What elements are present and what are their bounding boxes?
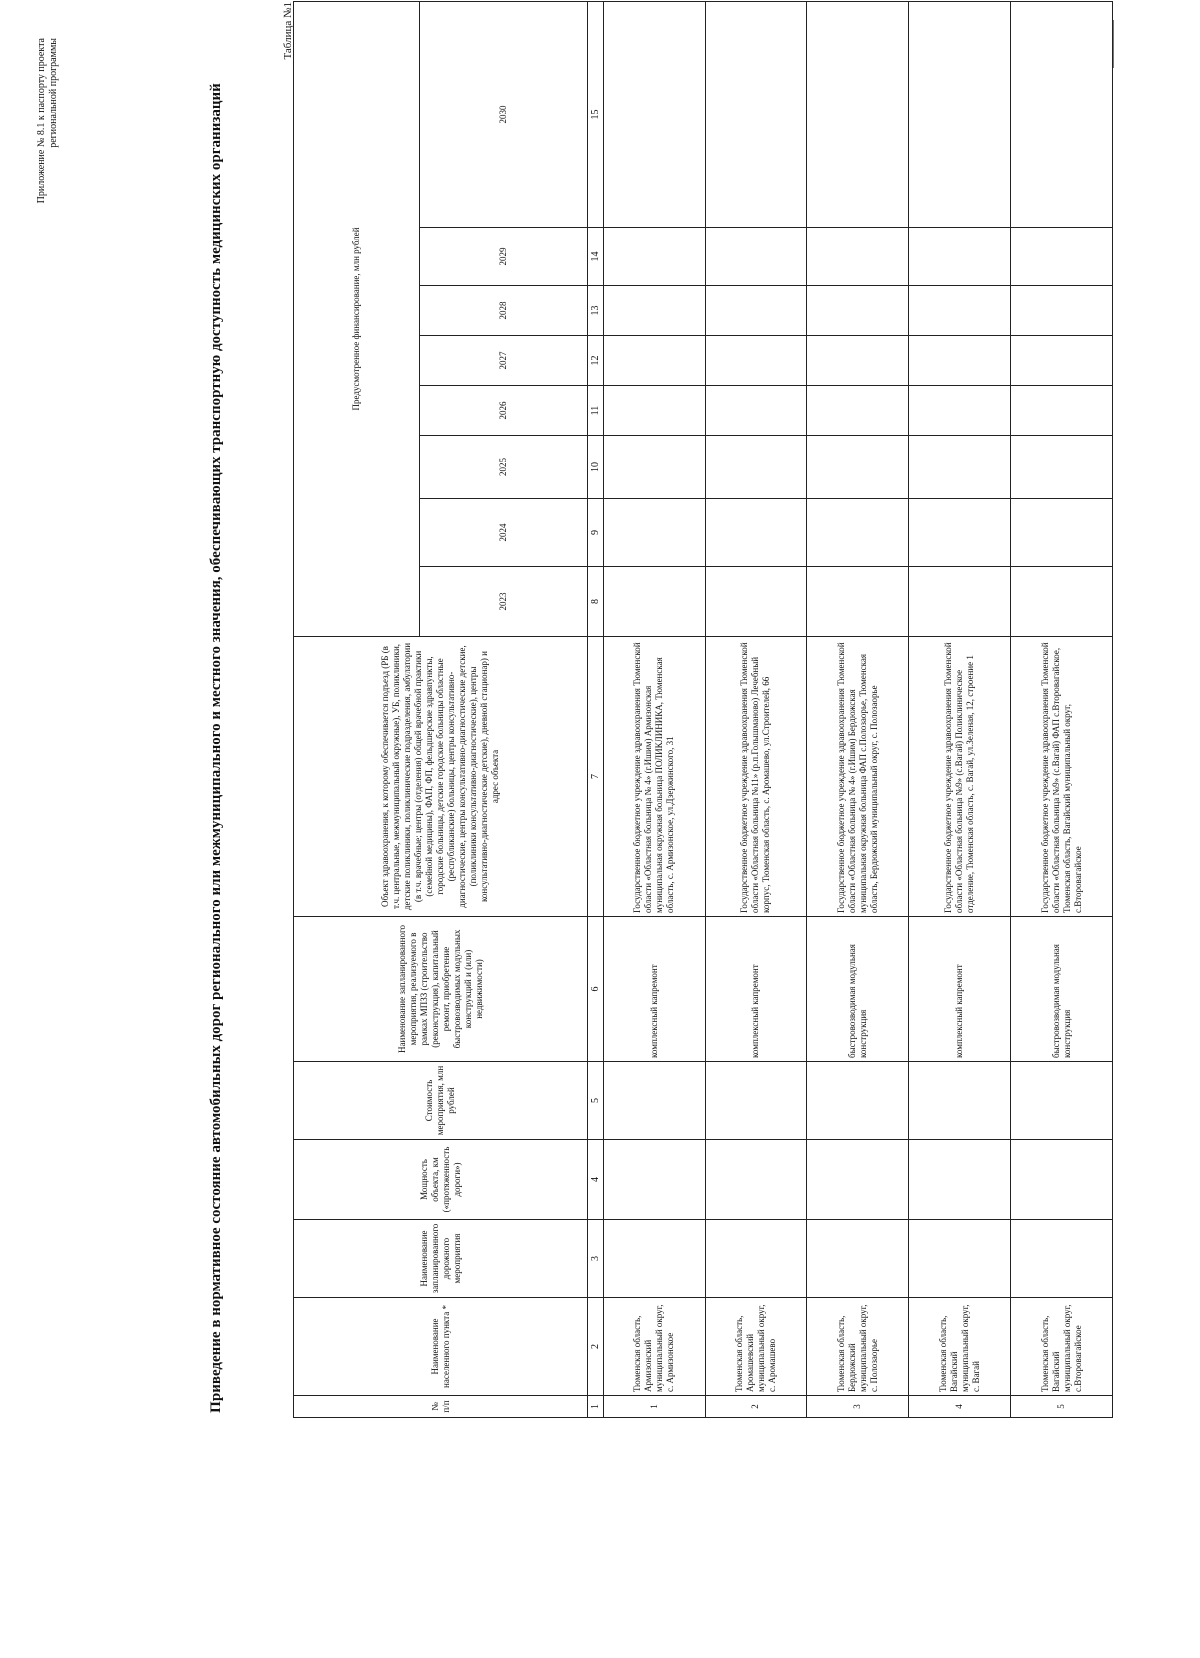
financing-table (293, 1, 1113, 1418)
header-year: 2027 (420, 336, 588, 386)
row-year-cell (1011, 567, 1113, 637)
row-road-event (705, 1220, 807, 1298)
col-number: 12 (588, 336, 603, 386)
row-settlement: Тюменская область, Бердюжский муниципальный округ, с. Полозаорье (807, 1298, 909, 1396)
header-health-object: Объект здравоохранения, к которому обеспечивается подъезд (РБ (в т.ч. центральные, межмуниципальный окружные), УБ, поликлиники, детские поликлиники, поликлинические подразделения, амбулатории (в т.ч. врачебные; центры (отделения) общей врачебной практики (семейной медицины), ФАП, ФП, фельдшерские здравпункты, городские больницы, детские городские больницы областные (республиканские) больницы, центры консультативно-диагностические, центры консультативно-диагностические детские, (поликлиники консультативно-диагностические), центры консультативно-диагностические детские), дневной стационар) и адрес объекта (294, 637, 588, 917)
col-number: 3 (588, 1220, 603, 1298)
row-year-cell (705, 228, 807, 286)
row-cost (909, 1062, 1011, 1140)
row-year-cell (705, 436, 807, 499)
header-num: № п/п (294, 1396, 588, 1418)
row-number: 1 (603, 1396, 705, 1418)
row-settlement: Тюменская область, Вагайский муниципальный округ, с. Вагай (909, 1298, 1011, 1396)
col-number: 4 (588, 1140, 603, 1220)
row-year-cell (909, 228, 1011, 286)
col-number: 9 (588, 499, 603, 567)
row-year-cell (603, 228, 705, 286)
row-capacity (603, 1140, 705, 1220)
row-cost (1011, 1062, 1113, 1140)
row-year-cell (909, 336, 1011, 386)
col-number: 13 (588, 286, 603, 336)
col-number: 10 (588, 436, 603, 499)
row-year-cell (1011, 386, 1113, 436)
row-year-cell (807, 499, 909, 567)
row-year-cell (705, 499, 807, 567)
row-health-object: Государственное бюджетное учреждение здравоохранения Тюменской области «Областная больница №9» (с.Вагай) Поликлиническое отделение, Тюменская область, с. Вагай, ул.Зеленая, 12, строение 1 (909, 637, 1011, 917)
header-road-event: Наименование запланированного дорожного мероприятия (294, 1220, 588, 1298)
row-year-cell (1011, 336, 1113, 386)
row-year-cell (807, 286, 909, 336)
table-row (909, 1, 1011, 1417)
row-year-cell (705, 286, 807, 336)
col-number: 7 (588, 637, 603, 917)
row-year-cell (807, 567, 909, 637)
header-year: 2029 (420, 228, 588, 286)
header-year: 2028 (420, 286, 588, 336)
row-year-cell (807, 336, 909, 386)
row-capacity (1011, 1140, 1113, 1220)
row-mpzz-event: комплексный капремонт (603, 917, 705, 1062)
row-year-cell (603, 386, 705, 436)
row-year-cell (909, 499, 1011, 567)
row-number: 4 (909, 1396, 1011, 1418)
row-year-cell (1011, 286, 1113, 336)
row-year-cell (603, 286, 705, 336)
header-year: 2025 (420, 436, 588, 499)
row-year-cell (705, 567, 807, 637)
row-cost (807, 1062, 909, 1140)
row-capacity (807, 1140, 909, 1220)
header-year: 2030 (420, 1, 588, 227)
row-health-object: Государственное бюджетное учреждение здравоохранения Тюменской области «Областная больница №11» (р.п.Голышманово) Лечебный корпус, Тюменская область, с. Аромашево, ул.Строителей, 66 (705, 637, 807, 917)
row-year-cell (909, 1, 1011, 227)
header-row-1 (294, 1, 420, 1417)
row-year-cell (807, 436, 909, 499)
header-cost: Стоимость мероприятия, млн рублей (294, 1062, 588, 1140)
col-number: 11 (588, 386, 603, 436)
annex-line-2: региональной программы (48, 38, 59, 148)
row-number: 2 (705, 1396, 807, 1418)
row-year-cell (909, 567, 1011, 637)
col-number: 1 (588, 1396, 603, 1418)
row-health-object: Государственное бюджетное учреждение здравоохранения Тюменской области «Областная больница №9» (с.Вагай) ФАП с.Второвагайское, Тюменская область, Вагайский муниципальный округ, с.Второвагайское (1011, 637, 1113, 917)
row-cost (603, 1062, 705, 1140)
row-mpzz-event: быстровозводимая модульная конструкция (1011, 917, 1113, 1062)
table-row (1011, 1, 1113, 1417)
col-number: 5 (588, 1062, 603, 1140)
header-year: 2024 (420, 499, 588, 567)
row-year-cell (807, 1, 909, 227)
page-title: Приведение в нормативное состояние автомобильных дорог регионального или межмуниципального и местного значения, обеспечивающих транспортную доступность медицинских организаций (208, 83, 224, 1413)
table-row (807, 1, 909, 1417)
row-road-event (1011, 1220, 1113, 1298)
row-year-cell (705, 336, 807, 386)
header-settlement: Наименование населенного пункта * (294, 1298, 588, 1396)
row-year-cell (603, 436, 705, 499)
table-row (603, 1, 705, 1417)
row-year-cell (909, 286, 1011, 336)
row-road-event (807, 1220, 909, 1298)
row-mpzz-event: быстровозводимая модульная конструкция (807, 917, 909, 1062)
row-settlement: Тюменская область, Армизонский муниципальный округ, с. Армизонское (603, 1298, 705, 1396)
header-financing: Предусмотренное финансирование, млн рублей (294, 1, 420, 636)
col-number: 2 (588, 1298, 603, 1396)
row-year-cell (603, 499, 705, 567)
row-year-cell (807, 386, 909, 436)
row-mpzz-event: комплексный капремонт (909, 917, 1011, 1062)
row-year-cell (603, 567, 705, 637)
header-capacity: Мощность объекта, км («протяженность дороги») (294, 1140, 588, 1220)
header-mpzz-event: Наименование запланированного мероприятия, реализуемого в рамках МПЗЗ (строительство (реконструкция), капитальный ремонт, приобретение быстровозводимых модульных конструкций и (или) недвижимости) (294, 917, 588, 1062)
col-number: 15 (588, 1, 603, 227)
row-mpzz-event: комплексный капремонт (705, 917, 807, 1062)
row-settlement: Тюменская область, Вагайский муниципальный округ, с.Второвагайское (1011, 1298, 1113, 1396)
row-year-cell (603, 336, 705, 386)
col-number: 6 (588, 917, 603, 1062)
row-health-object: Государственное бюджетное учреждение здравоохранения Тюменской области «Областная больница № 4» (г.Ишим) Бердюжская муниципальная окружная больница ФАП с.Полозаорье, Тюменская область, Бердюжский муниципальный округ, с. Полозаорье (807, 637, 909, 917)
table-row (705, 1, 807, 1417)
row-year-cell (603, 1, 705, 227)
row-year-cell (1011, 436, 1113, 499)
col-number: 8 (588, 567, 603, 637)
row-year-cell (909, 386, 1011, 436)
annex-line-1: Приложение № 8.1 к паспорту проекта (36, 38, 47, 204)
row-capacity (705, 1140, 807, 1220)
row-year-cell (705, 1, 807, 227)
row-road-event (909, 1220, 1011, 1298)
col-number: 14 (588, 228, 603, 286)
row-year-cell (1011, 499, 1113, 567)
row-year-cell (807, 228, 909, 286)
table-number: Таблица №1 (282, 2, 294, 60)
row-road-event (603, 1220, 705, 1298)
row-health-object: Государственное бюджетное учреждение здравоохранения Тюменской области «Областная больница № 4» (г.Ишим) Армизонская муниципальная окружная больница ПОЛИКЛИНИКА, Тюменская область, с. Армизонское, ул.Дзержинского, 31 (603, 637, 705, 917)
column-number-row (588, 1, 603, 1417)
row-year-cell (1011, 228, 1113, 286)
row-settlement: Тюменская область, Аромашевский муниципальный округ, с. Аромашево (705, 1298, 807, 1396)
header-year: 2023 (420, 567, 588, 637)
annex-note (36, 38, 60, 298)
row-year-cell (1011, 1, 1113, 227)
row-number: 5 (1011, 1396, 1113, 1418)
row-capacity (909, 1140, 1011, 1220)
row-cost (705, 1062, 807, 1140)
row-year-cell (705, 386, 807, 436)
row-number: 3 (807, 1396, 909, 1418)
header-year: 2026 (420, 386, 588, 436)
row-year-cell (909, 436, 1011, 499)
